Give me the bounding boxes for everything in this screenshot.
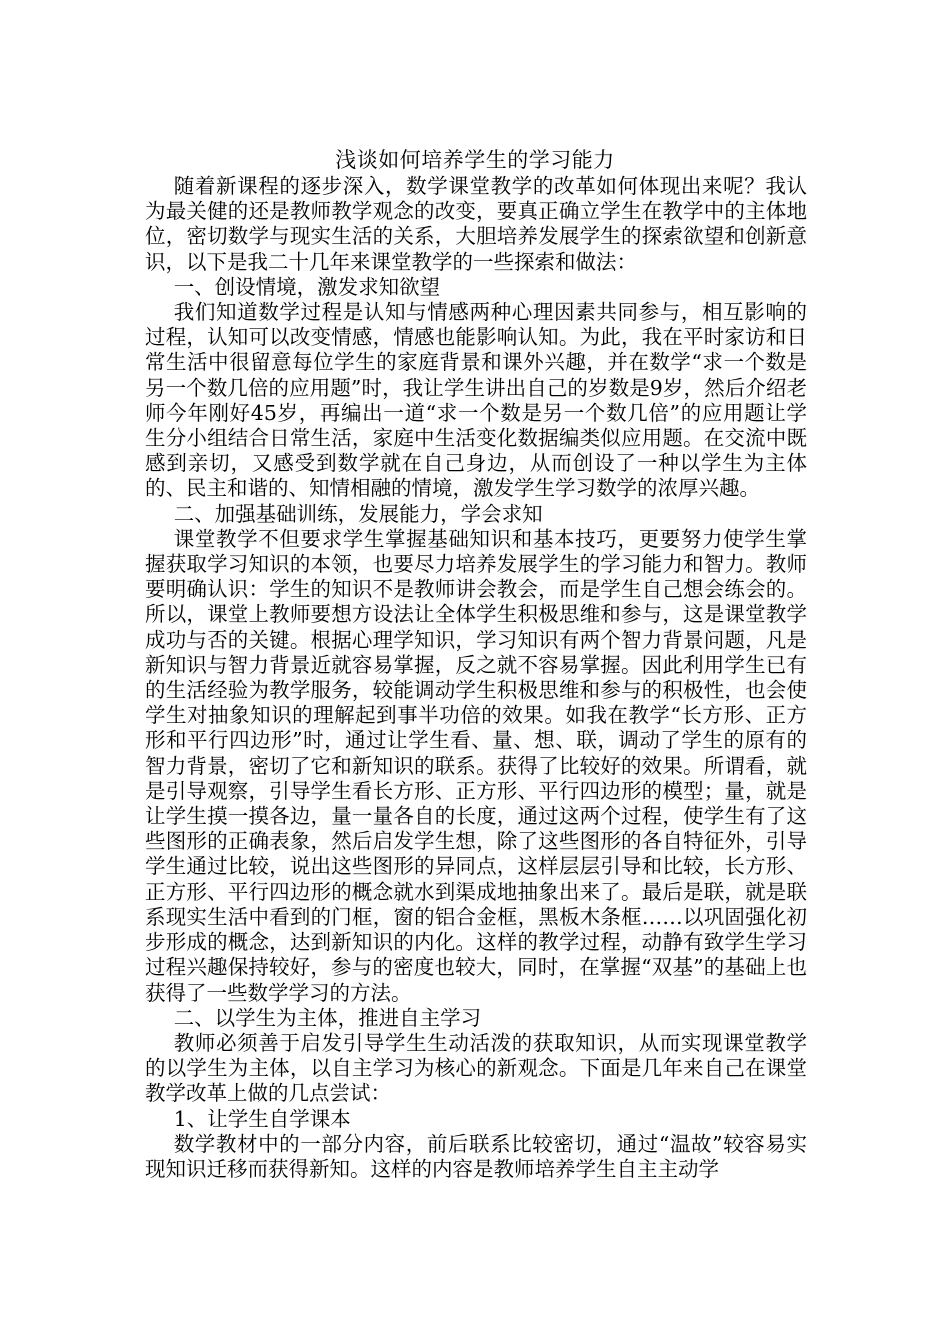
section-3-paragraph: 教师必须善于启发引导学生生动活泼的获取知识，从而实现课堂教学的以学生为主体，以自主学习为核心的新观念。下面是几年来自己在课堂教学改革上做的几点尝试： bbox=[145, 1030, 807, 1106]
document-body bbox=[145, 174, 807, 1182]
intro-paragraph: 随着新课程的逐步深入，数学课堂教学的改革如何体现出来呢？我认为最关健的还是教师教学观念的改变，要真正确立学生在教学中的主体地位，密切数学与现实生活的关系，大胆培养发展学生的探索欲望和创新意识，以下是我二十几年来课堂教学的一些探索和做法： bbox=[145, 174, 807, 274]
document-title: 浅谈如何培养学生的学习能力 bbox=[335, 148, 615, 172]
section-2-paragraph: 课堂教学不但要求学生掌握基础知识和基本技巧，更要努力使学生掌握获取学习知识的本领，也要尽力培养发展学生的学习能力和智力。教师要明确认识：学生的知识不是教师讲会教会，而是学生自己想会练会的。所以，课堂上教师要想方设法让全体学生积极思维和参与，这是课堂教学成功与否的关键。根据心理学知识，学习知识有两个智力背景问题，凡是新知识与智力背景近就容易掌握，反之就不容易掌握。因此利用学生已有的生活经验为教学服务，较能调动学生积极思维和参与的积极性，也会使学生对抽象知识的理解起到事半功倍的效果。如我在教学“长方形、正方形和平行四边形”时，通过让学生看、量、想、联，调动了学生的原有的智力背景，密切了它和新知识的联系。获得了比较好的效果。所谓看，就是引导观察，引导学生看长方形、正方形、平行四边形的模型；量，就是让学生摸一摸各边，量一量各自的长度，通过这两个过程，使学生有了这些图形的正确表象，然后启发学生想，除了这些图形的各自特征外，引导学生通过比较，说出这些图形的异同点，这样层层引导和比较，长方形、正方形、平行四边形的概念就水到渠成地抽象出来了。最后是联，就是联系现实生活中看到的门框，窗的铝合金框，黑板木条框……以巩固强化初步形成的概念，达到新知识的内化。这样的教学过程，动静有致学生学习过程兴趣保持较好，参与的密度也较大，同时，在掌握“双基”的基础上也获得了一些数学学习的方法。 bbox=[145, 526, 807, 1005]
section-heading-2: 二、加强基础训练，发展能力，学会求知 bbox=[173, 501, 543, 526]
section-heading-3: 二、以学生为主体，推进自主学习 bbox=[173, 1005, 482, 1030]
subsection-1-paragraph: 数学教材中的一部分内容，前后联系比较密切，通过“温故”较容易实现知识迁移而获得新知。这样的内容是教师培养学生自主主动学 bbox=[145, 1131, 807, 1181]
section-heading-1: 一、创设情境，激发求知欲望 bbox=[173, 274, 441, 299]
subsection-heading-1: 1、让学生自学课本 bbox=[173, 1106, 351, 1131]
section-1-paragraph: 我们知道数学过程是认知与情感两种心理因素共同参与，相互影响的过程，认知可以改变情感，情感也能影响认知。为此，我在平时家访和日常生活中很留意每位学生的家庭背景和课外兴趣，并在数学“求一个数是另一个数几倍的应用题”时，我让学生讲出自己的岁数是9岁，然后介绍老师今年刚好45岁，再编出一道“求一个数是另一个数几倍”的应用题让学生分小组结合日常生活，家庭中生活变化数据编类似应用题。在交流中既感到亲切，又感受到数学就在自己身边，从而创设了一种以学生为主体的、民主和谐的、知情相融的情境，激发学生学习数学的浓厚兴趣。 bbox=[145, 300, 807, 501]
